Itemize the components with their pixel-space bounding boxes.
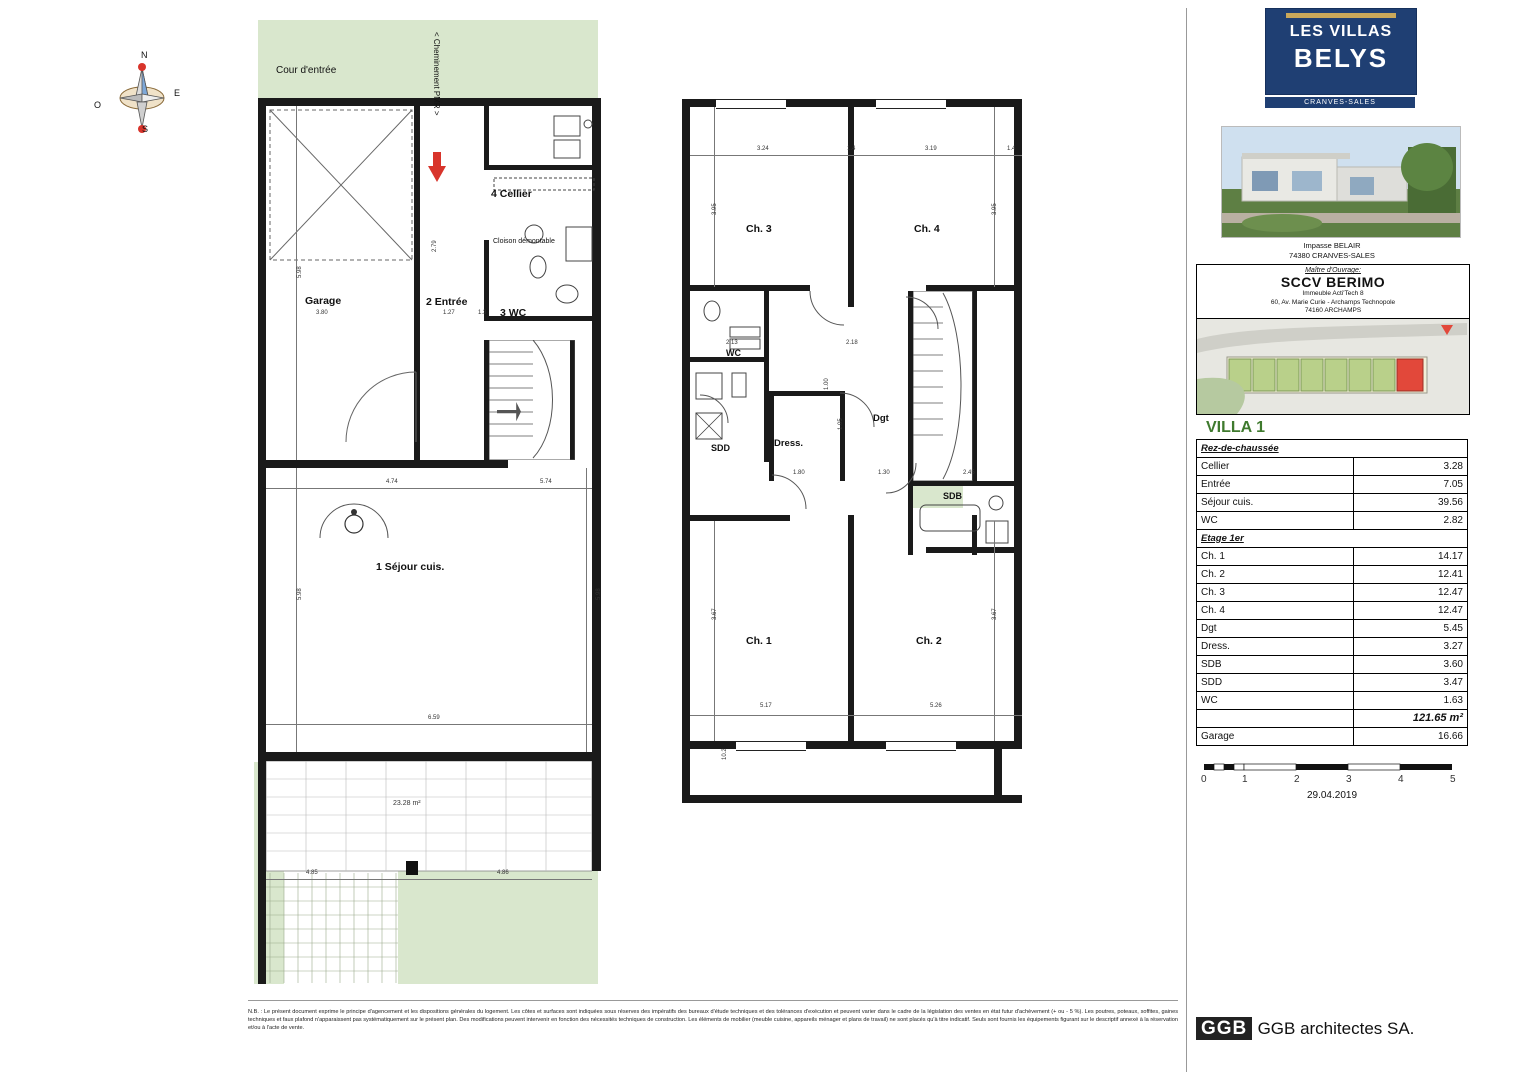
label-wc-first: WC: [726, 348, 741, 358]
area-value: 1.63: [1353, 691, 1467, 709]
ff-dim-right-low: [994, 521, 995, 741]
area-name: WC: [1197, 691, 1354, 709]
ff-wall-vert-center-top: [848, 107, 854, 307]
area-name: Ch. 2: [1197, 565, 1354, 583]
table-row: [1197, 565, 1468, 583]
wall-top-right-seg: [508, 98, 601, 106]
label-dress: Dress.: [774, 438, 804, 449]
table-row: [1197, 673, 1468, 691]
compass-label-n: N: [141, 50, 148, 60]
dim-line-g3: [266, 879, 592, 880]
area-total: 121.65 m²: [1353, 709, 1467, 727]
label-cour-entree: Cour d'entrée: [276, 65, 337, 76]
logo-subtitle: CRANVES-SALES: [1265, 97, 1415, 108]
area-table: [1196, 439, 1468, 746]
logo-line1: LES VILLAS: [1289, 23, 1393, 40]
scale-tick: 3: [1346, 773, 1352, 785]
wall-garage-bottom: [258, 460, 508, 468]
wall-entry-cellar: [484, 106, 489, 166]
label-ch2: Ch. 2: [916, 635, 942, 647]
ff-wall-bottom-outer: [682, 795, 1022, 803]
label-cheminement-pmr: < Cheminement PMR >: [432, 32, 441, 116]
label-ch4: Ch. 4: [914, 223, 940, 235]
area-name: Ch. 4: [1197, 601, 1354, 619]
table-row: [1197, 727, 1468, 745]
dim-line-g6: [586, 468, 587, 752]
area-name: SDB: [1197, 655, 1354, 673]
ff-window-ch2: [886, 741, 956, 751]
area-name: WC: [1197, 511, 1354, 529]
table-row: [1197, 619, 1468, 637]
dim-line-g5: [296, 468, 297, 752]
footer-separator: [248, 1000, 1178, 1001]
area-value: 12.41: [1353, 565, 1467, 583]
area-section-first: Etage 1er: [1197, 529, 1468, 547]
area-name: Dgt: [1197, 619, 1354, 637]
compass-label-e: E: [174, 88, 181, 98]
scale-tick: 4: [1398, 773, 1404, 785]
architect-mark: GGB: [1196, 1017, 1252, 1040]
owner-address-2: 60, Av. Marie Curie - Archamps Technopole: [1270, 298, 1396, 306]
wall-terrace-left: [258, 761, 266, 984]
scale-tick: 1: [1242, 773, 1248, 785]
plan-date: 29.04.2019: [1306, 789, 1358, 801]
staircase-ground: [489, 340, 575, 460]
wall-left-lower: [258, 460, 266, 760]
area-name-garage: Garage: [1197, 727, 1354, 745]
area-name: Ch. 3: [1197, 583, 1354, 601]
table-row: [1197, 457, 1468, 475]
table-row: [1197, 583, 1468, 601]
legal-notes: N.B. : Le présent document exprime le principe d'agencement et les dispositions générales du logement. Les côtes et surfaces sont indiquées sous réserves des impératifs des bureaux d'étude techniques et des tolérances d'exécution et peuvent varier dans le cadre de la législation des ventes en état futur d'achèvement (+ ou - 5 %). Les poutres, poteaux, soffites, gaines techniques et faux plafond n'apparaissent pas systématiquement sur le présent plan. Des modifications peuvent intervenir en fonction des nécessités techniques de construction. Les éléments de mobilier (meuble cuisine, appareils ménager et plans de travail) ne sont placés qu'à titre indicatif. Seuls sont fournis les équipements figurant sur le descriptif annexé à la réservation et/ou à l'acte de vente.: [248, 1009, 1178, 1032]
dim-line-g2: [266, 724, 592, 725]
area-value: 12.47: [1353, 601, 1467, 619]
table-row: [1197, 511, 1468, 529]
villa-title: VILLA 1: [1206, 418, 1265, 436]
label-sejour: 1 Séjour cuis.: [376, 561, 445, 573]
wall-cellar-bottom: [484, 165, 601, 170]
area-name: SDD: [1197, 673, 1354, 691]
wall-garage-top: [258, 98, 508, 106]
address-line1: Impasse BELAIR: [1303, 241, 1361, 250]
ff-door-arcs: [690, 285, 1020, 555]
architect-logo: [1196, 1018, 1414, 1040]
garage-door-swing: [344, 370, 424, 460]
ff-wall-left: [682, 99, 690, 749]
site-map: [1197, 318, 1469, 414]
wall-left-upper: [258, 98, 266, 468]
label-wc: 3 WC: [500, 307, 527, 319]
panel-separator: [1186, 8, 1187, 1072]
wall-living-bottom: [258, 752, 601, 761]
owner-label: Maître d'Ouvrage:: [1305, 267, 1361, 275]
ff-dim-left-low: [714, 521, 715, 741]
table-row: [1197, 547, 1468, 565]
cellier-fixtures: [548, 110, 600, 164]
project-logo: [1265, 8, 1417, 95]
title-block-panel: [1196, 8, 1486, 801]
area-value: 12.47: [1353, 583, 1467, 601]
ff-wall-bottom-left-return: [682, 741, 690, 803]
label-dgt: Dgt: [873, 413, 889, 424]
ff-dim-top: [690, 155, 1022, 156]
table-row: [1197, 691, 1468, 709]
area-value: 3.28: [1353, 457, 1467, 475]
building-photo: [1221, 126, 1461, 238]
area-value: 3.60: [1353, 655, 1467, 673]
label-ch1: Ch. 1: [746, 635, 772, 647]
area-value: 3.47: [1353, 673, 1467, 691]
area-value: 2.82: [1353, 511, 1467, 529]
area-value: 14.17: [1353, 547, 1467, 565]
area-value: 5.45: [1353, 619, 1467, 637]
scale-tick: 5: [1450, 773, 1456, 785]
owner-name: SCCV BERIMO: [1280, 274, 1386, 291]
scale-bar: [1196, 762, 1468, 788]
ff-wall-bottom-right-return: [994, 741, 1002, 803]
label-cellier: 4 Cellier: [491, 188, 532, 200]
ff-dim-left: [714, 107, 715, 287]
architect-name: GGB architectes SA.: [1257, 1019, 1415, 1038]
dim-line-g4: [296, 106, 297, 460]
compass-label-s: S: [142, 124, 149, 134]
area-value: 7.05: [1353, 475, 1467, 493]
pmr-path-arrow: [426, 150, 448, 186]
label-cloison-demontable: Cloison démontable: [493, 238, 555, 245]
owner-address-3: 74160 ARCHAMPS: [1304, 307, 1362, 315]
area-value: 3.27: [1353, 637, 1467, 655]
label-sdd: SDD: [711, 443, 731, 453]
area-name: Dress.: [1197, 637, 1354, 655]
ff-dim-right: [994, 107, 995, 287]
label-entree: 2 Entrée: [426, 296, 468, 308]
label-garage: Garage: [305, 295, 342, 307]
table-row: [1197, 637, 1468, 655]
ff-window-ch4: [876, 99, 946, 109]
scale-tick: 0: [1201, 773, 1207, 785]
area-value: 39.56: [1353, 493, 1467, 511]
ff-window-ch3: [716, 99, 786, 109]
first-floor-plan: [676, 95, 1036, 815]
garage-door-symbol: [266, 106, 416, 266]
owner-block: [1196, 264, 1470, 414]
project-address: [1196, 241, 1468, 261]
area-section-ground: Rez-de-chaussée: [1197, 439, 1468, 457]
ground-floor-plan: [248, 10, 618, 985]
area-name: Ch. 1: [1197, 547, 1354, 565]
dim-line-g1: [266, 488, 592, 489]
logo-line2: BELYS: [1293, 43, 1389, 73]
label-terrace-area: 23.28 m²: [393, 800, 421, 807]
area-name: Cellier: [1197, 457, 1354, 475]
compass-label-o: O: [94, 100, 102, 110]
label-sdb: SDB: [943, 491, 963, 501]
owner-address-1: Immeuble Acti'Tech 8: [1302, 290, 1364, 298]
wall-terrace-right: [592, 761, 601, 871]
ff-dim-bottom: [690, 715, 1022, 716]
wall-wc-left: [484, 240, 489, 320]
table-row: [1197, 655, 1468, 673]
table-row: [1197, 475, 1468, 493]
label-ch3: Ch. 3: [746, 223, 772, 235]
area-name: Entrée: [1197, 475, 1354, 493]
wall-right-lower: [592, 460, 601, 760]
table-row: [1197, 493, 1468, 511]
area-name: Séjour cuis.: [1197, 493, 1354, 511]
area-value-garage: 16.66: [1353, 727, 1467, 745]
entry-court-area: [258, 20, 598, 98]
scale-tick: 2: [1294, 773, 1300, 785]
ff-window-ch1: [736, 741, 806, 751]
compass-rose: [92, 52, 192, 142]
address-line2: 74380 CRANVES-SALES: [1289, 251, 1375, 261]
table-row: [1197, 601, 1468, 619]
